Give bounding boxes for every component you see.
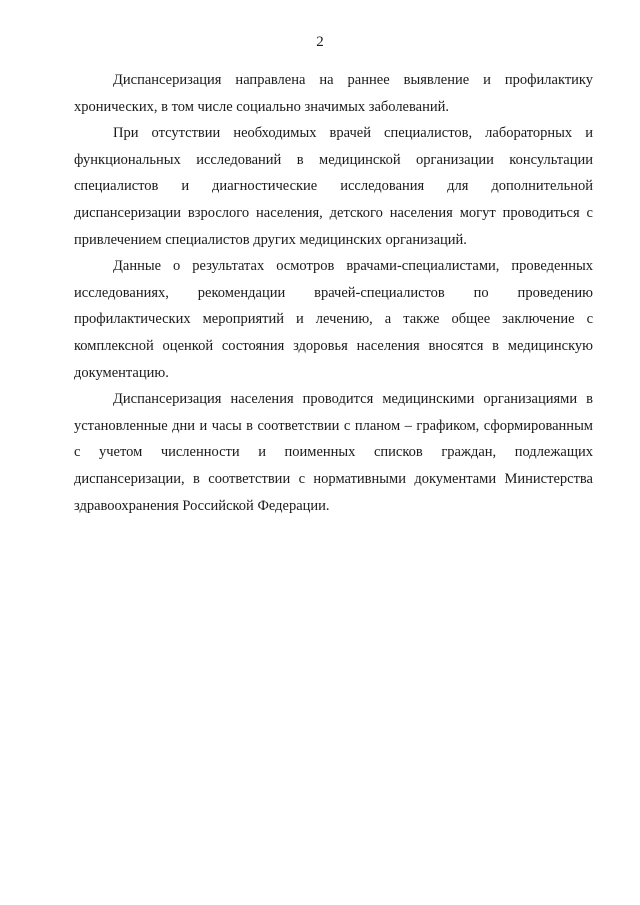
paragraph-schedule: Диспансеризация населения проводится медицинскими организациями в установленные дни и часы в соответствии с планом – графиком, сформированным с учетом численности и поименных списков граждан, подлежащих диспансеризации, в соответствии с нормативными документами Министерства здравоохранения Российской Федерации. <box>74 391 593 514</box>
paragraph-purpose: Диспансеризация направлена на раннее выявление и профилактику хронических, в том числе социально значимых заболеваний. <box>74 72 593 115</box>
document-body <box>74 67 593 519</box>
page-number: 2 <box>316 34 324 50</box>
paragraph-external-specialists: При отсутствии необходимых врачей специалистов, лабораторных и функциональных исследований в медицинской организации консультации специалистов и диагностические исследования для дополнительной диспансеризации взрослого населения, детского населения могут проводиться с привлечением специалистов других медицинских организаций. <box>74 125 593 248</box>
paragraph-results-documentation: Данные о результатах осмотров врачами-специалистами, проведенных исследованиях, рекомендации врачей-специалистов по проведению профилактических мероприятий и лечению, а также общее заключение с комплексной оценкой состояния здоровья населения вносятся в медицинскую документацию. <box>74 258 593 381</box>
